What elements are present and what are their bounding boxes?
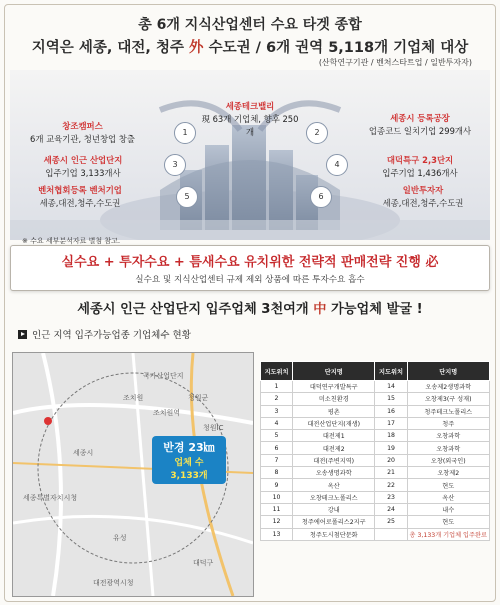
- table-cell: 14: [375, 381, 407, 393]
- table-row: [261, 528, 490, 540]
- table-row: [261, 479, 490, 491]
- section-headline: [0, 298, 500, 317]
- section-title-text: 인근 지역 입주가능업종 기업체수 현황: [32, 330, 191, 341]
- table-cell: 22: [375, 479, 407, 491]
- table-cell: 현도: [407, 479, 489, 491]
- target-groups: (산학연구기관 / 벤처스타트업 / 일반투자자): [318, 58, 472, 67]
- table-cell: 오창제2: [407, 467, 489, 479]
- item-4-title: 대덕특구 2,3단지: [386, 155, 454, 165]
- table-row: [261, 516, 490, 528]
- table-cell: 현도: [407, 516, 489, 528]
- map-label-6: 조치원: [123, 394, 144, 402]
- table-cell: 청주도시첨단문화: [293, 528, 375, 540]
- headline-subtitle: [0, 36, 500, 57]
- table-cell: 15: [375, 393, 407, 405]
- radius-badge: [152, 436, 226, 484]
- table-cell: 8: [261, 467, 293, 479]
- table-cell: 총 3,133개 기업체 입주완료: [407, 528, 489, 540]
- item-6-title: 일반투자자: [402, 185, 444, 195]
- table-cell: 대전제2: [293, 442, 375, 454]
- table-cell: 옥산: [293, 479, 375, 491]
- item-2-desc: 업종코드 일치기업 299개사: [368, 126, 472, 136]
- item-2-title: 세종시 등록공장: [390, 113, 450, 123]
- item-3-desc: 입주기업 3,133개사: [45, 168, 121, 178]
- subtitle-part-b: 수도권 / 6개 권역 5,118개 기업체 대상: [203, 40, 469, 56]
- subtitle-part-a: 지역은 세종, 대전, 청주: [31, 40, 190, 56]
- number-5-badge: 5: [176, 186, 198, 208]
- section-title: [18, 327, 191, 341]
- item-1-desc: 6개 교육기관, 청년창업 창출: [30, 134, 135, 144]
- table-cell: 24: [375, 503, 407, 515]
- table-cell: 21: [375, 467, 407, 479]
- play-square-icon: [18, 330, 27, 339]
- table-cell: 6: [261, 442, 293, 454]
- table-row: [261, 405, 490, 417]
- table-cell: 18: [375, 430, 407, 442]
- table-cell: 대전제1: [293, 430, 375, 442]
- table-row: [261, 467, 490, 479]
- table-row: [261, 491, 490, 503]
- table-cell: 4: [261, 417, 293, 429]
- radius-badge-line2: 업체 수: [174, 458, 204, 468]
- table-cell: 내수: [407, 503, 489, 515]
- table-row: [261, 503, 490, 515]
- item-5-desc: 세종,대전,청주,수도권: [39, 198, 121, 208]
- label-item-6: [358, 184, 488, 210]
- label-item-4: [355, 154, 485, 180]
- label-item-1: [10, 120, 155, 146]
- table-cell: 대전(주변지역): [293, 454, 375, 466]
- banner-main-text: 실수요 + 투자수요 + 틈새수요 유치위한 전략적 판매전략 진행 必: [61, 255, 439, 270]
- table-row: [261, 442, 490, 454]
- table-cell: 오창제3(구 성재): [407, 393, 489, 405]
- map-label-2: 청원군: [188, 394, 209, 402]
- headline-title: 총 6개 지식산업센터 수요 타겟 종합: [138, 17, 362, 33]
- item-6-desc: 세종,대전,청주,수도권: [382, 198, 464, 208]
- table-cell: 20: [375, 454, 407, 466]
- banner-sub-text: 실수요 및 지식산업센터 규제 제외 상품에 따른 투자수요 흡수: [135, 275, 365, 285]
- table-cell: 오송제2생명과학: [407, 381, 489, 393]
- table-cell: 오송생명과학: [293, 467, 375, 479]
- col-header-loc-2: 지도위치: [375, 362, 407, 381]
- table-row: [261, 454, 490, 466]
- headline-part-b: 가능업체 발굴 !: [326, 302, 423, 317]
- table-row: [261, 430, 490, 442]
- table-cell: 5: [261, 430, 293, 442]
- label-top: [200, 100, 300, 139]
- table-cell: 11: [261, 503, 293, 515]
- table-cell: 강내: [293, 503, 375, 515]
- map-label-8: 대전광역시청: [93, 579, 134, 587]
- map-label-9: 유성: [113, 534, 127, 542]
- number-4-badge: 4: [326, 154, 348, 176]
- table-cell: 1: [261, 381, 293, 393]
- map-label-1: 국가산업단지: [143, 372, 184, 380]
- item-4-desc: 입주기업 1,436개사: [382, 168, 458, 178]
- table-cell: 13: [261, 528, 293, 540]
- col-header-name-1: 단지명: [293, 362, 375, 381]
- table-cell: 7: [261, 454, 293, 466]
- table-cell: 2: [261, 393, 293, 405]
- number-3-badge: 3: [164, 154, 186, 176]
- map-label-3: 세종특별자치시청: [23, 494, 78, 502]
- table-cell: 오창테크노폴리스: [293, 491, 375, 503]
- item-1-title: 창조캠퍼스: [62, 121, 103, 131]
- item-5-title: 벤처협회등록 벤처기업: [38, 185, 122, 195]
- table-cell: 3: [261, 405, 293, 417]
- label-top-title: 세종테크밸리: [225, 101, 275, 111]
- table-cell: 10: [261, 491, 293, 503]
- table-cell: 평촌: [293, 405, 375, 417]
- table-cell: 오창과학: [407, 442, 489, 454]
- industrial-complex-table: [260, 361, 490, 541]
- map-label-5: 조치원역: [153, 409, 181, 417]
- table-cell: 청주테크노폴리스: [407, 405, 489, 417]
- target-figure: [10, 70, 490, 240]
- table-header-row: [261, 362, 490, 381]
- table-cell: 오창과학: [407, 430, 489, 442]
- table-cell: 25: [375, 516, 407, 528]
- label-top-desc: 現 63개 기업체, 향후 250개: [201, 114, 299, 137]
- table-cell: 16: [375, 405, 407, 417]
- col-header-name-2: 단지명: [407, 362, 489, 381]
- label-item-3: [18, 154, 148, 180]
- table-row: [261, 393, 490, 405]
- table-cell: 9: [261, 479, 293, 491]
- radius-badge-line1: 반경 23㎞: [163, 441, 215, 454]
- subtitle-red-char: 外: [189, 40, 204, 56]
- table-row: [261, 417, 490, 429]
- label-item-2: [350, 112, 490, 138]
- table-cell: 오창(외국인): [407, 454, 489, 466]
- headline-red-char: 中: [313, 302, 327, 317]
- table-cell: 청주에어로폴리스2지구: [293, 516, 375, 528]
- table-cell: 12: [261, 516, 293, 528]
- table-cell: [375, 528, 407, 540]
- strategy-banner: [10, 245, 490, 291]
- table-cell: 23: [375, 491, 407, 503]
- col-header-loc-1: 지도위치: [261, 362, 293, 381]
- headline-part-a: 세종시 인근 산업단지 입주업체 3천여개: [77, 302, 314, 317]
- figure-note: ※ 수요 세부분석자료 별첨 참고.: [22, 237, 121, 245]
- table-body: [261, 381, 490, 541]
- number-2-badge: 2: [306, 122, 328, 144]
- radius-badge-line3: 3,133개: [170, 471, 208, 481]
- table-cell: 대전산업단지(재생): [293, 417, 375, 429]
- map-label-4: 청원IC: [203, 424, 224, 432]
- map-label-7: 세종시: [73, 449, 94, 457]
- table-cell: 대덕연구개발특구: [293, 381, 375, 393]
- number-6-badge: 6: [310, 186, 332, 208]
- item-3-title: 세종시 인근 산업단지: [43, 155, 123, 165]
- table-cell: 옥산: [407, 491, 489, 503]
- number-1-badge: 1: [174, 122, 196, 144]
- table-cell: 청주: [407, 417, 489, 429]
- table-cell: 미소친환경: [293, 393, 375, 405]
- table-cell: 19: [375, 442, 407, 454]
- map-label-10: 대덕구: [193, 559, 214, 567]
- label-item-5: [15, 184, 145, 210]
- table-row: [261, 381, 490, 393]
- table-cell: 17: [375, 417, 407, 429]
